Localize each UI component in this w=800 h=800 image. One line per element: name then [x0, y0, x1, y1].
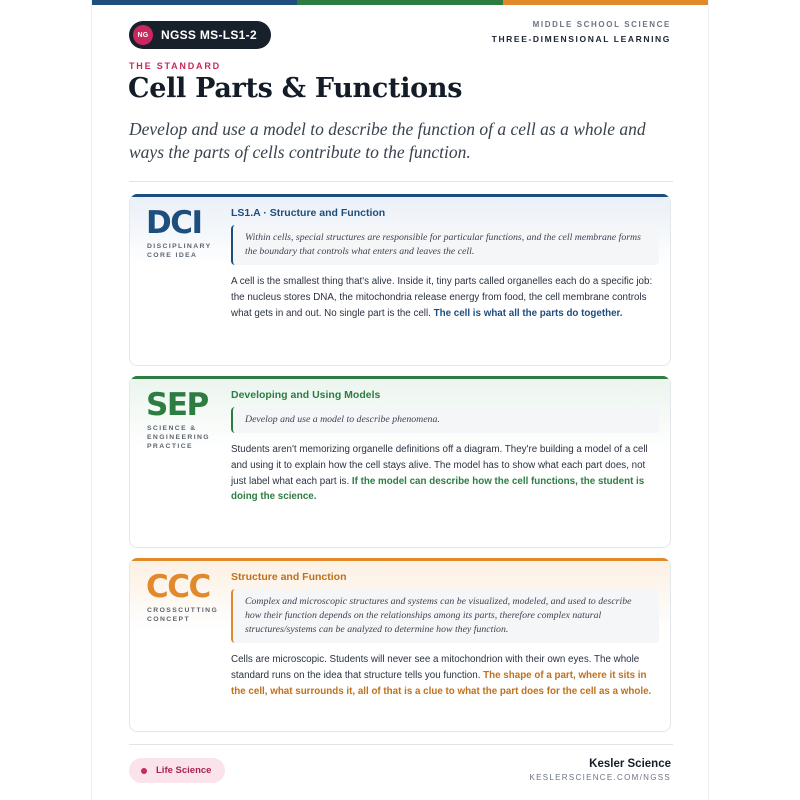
dci-label: DISCIPLINARY CORE IDEA [147, 243, 212, 259]
brand-url: KESLERSCIENCE.COM/NGSS [529, 773, 671, 782]
learning-type: THREE-DIMENSIONAL LEARNING [491, 34, 671, 44]
ccc-explanation: Cells are microscopic. Students will never see a mitochondrion with their own eyes. The whole standard runs on the idea that structure tells you function. The shape of a part, where it sits in the cell, what surrounds it, all of that is a clue to what the part does for the cell as a whole. [231, 654, 652, 697]
sep-label: SCIENCE & ENGINEERING PRACTICE [147, 425, 210, 450]
dci-abbreviation: DCI [146, 205, 202, 241]
top-bar-orange [503, 0, 708, 5]
ccc-quote: Complex and microscopic structures and systems can be visualized, modeled, and used to describe how their function depends on the relationships among its parts, therefore complex natural structures/systems can be analyzed to determine how they function. [231, 589, 659, 643]
section-kicker: THE STANDARD [129, 61, 221, 71]
top-color-bar [92, 0, 708, 5]
brand-block [529, 758, 671, 782]
standard-code: NGSS MS-LS1-2 [161, 28, 257, 42]
sep-quote: Develop and use a model to describe phenomena. [231, 407, 659, 433]
subject-tag [129, 758, 225, 783]
ccc-heading: Structure and Function [231, 571, 347, 583]
top-bar-green [297, 0, 502, 5]
dci-body [231, 207, 659, 321]
ccc-label: CROSSCUTTING CONCEPT [147, 607, 219, 623]
header-meta [492, 20, 671, 44]
footer-divider [129, 744, 673, 745]
dci-explanation: A cell is the smallest thing that's alive. Inside it, tiny parts called organelles each do a specific job: the nucleus stores DNA, the mitochondria release energy from food, the cell membrane controls what gets in and out. No single part is the cell. The cell is what all the parts do together. [231, 276, 653, 319]
ccc-card [129, 558, 671, 732]
brand-name: Kesler Science [589, 758, 671, 770]
ccc-body [231, 571, 659, 699]
sep-takeaway: If the model can describe how the cell functions, the student is doing the science. [231, 475, 645, 503]
dci-takeaway: The cell is what all the parts do together. [433, 307, 623, 319]
sep-abbreviation: SEP [146, 387, 208, 423]
worksheet-page [91, 0, 709, 800]
sep-heading: Developing and Using Models [231, 389, 381, 401]
performance-expectation: Develop and use a model to describe the function of a cell as a whole and ways the parts of cells contribute to the function. [129, 119, 646, 162]
ccc-abbreviation: CCC [146, 569, 210, 605]
sep-body [231, 389, 659, 505]
dci-heading: LS1.A · Structure and Function [231, 207, 386, 219]
top-bar-blue [92, 0, 297, 5]
sep-explanation: Students aren't memorizing organelle definitions off a diagram. They're building a model of a cell and using it to explain how the cell stays alive. The model has to show what each part does, not just label what each part is. If the model can describe how the cell functions, the student is doing the science. [231, 444, 648, 503]
header-divider [129, 181, 673, 182]
ccc-takeaway: The shape of a part, where it sits in the cell, what surrounds it, all of that is a clue to what the part does for the cell as a whole. [231, 669, 652, 697]
page-title: Cell Parts & Functions [128, 73, 463, 104]
standard-code-badge [129, 21, 271, 49]
dci-card [129, 194, 671, 366]
ngss-logo-icon: NG [133, 25, 153, 45]
grade-band: MIDDLE SCHOOL SCIENCE [532, 20, 671, 29]
sep-card [129, 376, 671, 548]
subject-label: Life Science [156, 765, 212, 776]
subject-dot-icon [141, 768, 147, 774]
dci-quote: Within cells, special structures are responsible for particular functions, and the cell membrane forms the boundary that controls what enters and leaves the cell. [231, 225, 659, 265]
